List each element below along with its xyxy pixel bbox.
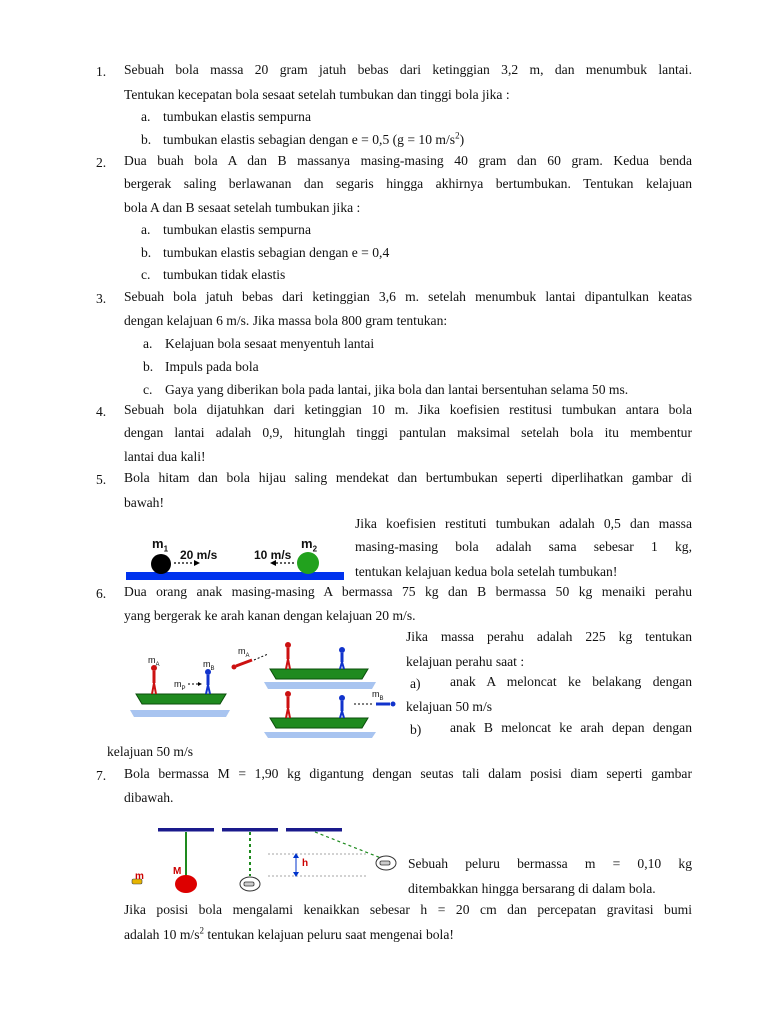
label-m2: $m_2$ <box>301 536 318 554</box>
problem-3b-text: Impuls pada bola <box>165 359 259 374</box>
label-mA-boat-1: $m_A$ <box>148 655 160 668</box>
label-height-h: h <box>302 858 309 869</box>
problem-2c-text: tumbukan tidak elastis <box>163 267 286 282</box>
pendulum-string-raised <box>315 832 386 860</box>
problem-6-line-1: Dua orang anak masing-masing A bermassa 75 kg dan B bermassa 50 kg menaiki perahu <box>124 584 692 599</box>
problem-3-line-1: Sebuah bola jatuh bebas dari ketinggian 3,6 m. setelah menumbuk lantai dipantulkan keatas <box>124 289 692 304</box>
problem-3a-label: a. <box>143 336 153 351</box>
child-b-icon <box>339 695 345 718</box>
problem-2b-label: b. <box>141 245 152 260</box>
label-mB-boat-1: $m_B$ <box>203 659 215 672</box>
problem-2a-label: a. <box>141 222 151 237</box>
problem-5-line-1: Bola hitam dan bola hijau saling mendekat dan bertumbukan seperti diperlihatkan gambar di <box>124 470 692 485</box>
problem-2a-text: tumbukan elastis sempurna <box>163 222 311 237</box>
problem-4-line-3: lantai dua kali! <box>124 449 206 464</box>
problem-2-line-1: Dua buah bola A dan B massanya masing-masing 40 gram dan 60 gram. Kedua benda <box>124 153 692 168</box>
child-b-icon <box>339 647 345 669</box>
problem-5-number: 5. <box>96 472 107 487</box>
problem-3b-label: b. <box>143 359 154 374</box>
label-mP: $m_P$ <box>174 679 186 692</box>
problem-2-number: 2. <box>96 155 107 170</box>
problem-6a-label: a) <box>410 676 421 691</box>
raised-bullet-icon <box>380 861 390 865</box>
problem-7-line-3: Jika posisi bola mengalami kenaikkan sebesar h = 20 cm dan percepatan gravitasi bumi <box>124 902 692 917</box>
problem-7-line-1: Bola bermassa M = 1,90 kg digantung dengan seutas tali dalam posisi diam seperti gambar <box>124 766 692 781</box>
problem-7-side-1: Sebuah peluru bermassa m = 0,10 kg <box>408 856 692 871</box>
boat-3 <box>270 718 368 728</box>
problem-3a-text: Kelajuan bola sesaat menyentuh lantai <box>165 336 375 351</box>
label-velocity-1: 20 m/s <box>180 548 218 562</box>
problem-1b-text: tumbukan elastis sebagian dengan e = 0,5 (g = 10 $m/s^2$) <box>163 130 465 147</box>
problem-2b-text: tumbukan elastis sebagian dengan e = 0,4 <box>163 245 390 260</box>
problem-6b-label: b) <box>410 722 422 737</box>
label-velocity-2: 10 m/s <box>254 548 292 562</box>
child-a-icon <box>285 691 291 718</box>
label-mA-jump: $m_A$ <box>238 646 250 659</box>
bullet-in-ball-icon <box>244 882 254 886</box>
figure-boats <box>128 638 398 738</box>
problem-4-line-1: Sebuah bola dijatuhkan dari ketinggian 10 m. Jika koefisien restitusi tumbukan antara bola <box>124 402 692 417</box>
ceiling-segment-2 <box>222 828 278 832</box>
problem-7-side-2: ditembakkan hingga bersarang di dalam bola. <box>408 881 656 896</box>
water-3 <box>264 732 376 738</box>
ceiling-segment-3 <box>286 828 342 832</box>
label-pendulum-M: M <box>173 866 182 877</box>
problem-4-number: 4. <box>96 404 107 419</box>
problem-1-line-1: Sebuah bola massa 20 gram jatuh bebas dari ketinggian 3,2 m, dan menumbuk lantai. <box>124 62 692 77</box>
problem-1a-label: a. <box>141 109 151 124</box>
ceiling-segment-1 <box>158 828 214 832</box>
problem-6-number: 6. <box>96 586 107 601</box>
problem-1-number: 1. <box>96 64 107 79</box>
child-a-icon <box>285 642 291 669</box>
problem-6-side-2: kelajuan perahu saat : <box>406 654 525 669</box>
problem-7-line-4: adalah 10 $m/s^2$ tentukan kelajuan peluru saat mengenai bola! <box>124 925 454 942</box>
problem-6b-continuation: kelajuan 50 m/s <box>107 744 194 759</box>
problem-5-side-3: tentukan kelajuan kedua bola setelah tumbukan! <box>355 564 618 579</box>
problem-2c-label: c. <box>141 267 151 282</box>
label-m1: $m_1$ <box>152 536 169 554</box>
figure-ballistic-pendulum <box>128 824 408 896</box>
label-bullet-m: m <box>135 871 144 882</box>
problem-5-side-2: masing-masing bola adalah sama sebesar 1 kg, <box>355 539 692 554</box>
problem-1-line-2: Tentukan kecepatan bola sesaat setelah tumbukan dan tinggi bola jika : <box>124 87 510 102</box>
problem-6a-continuation: kelajuan 50 m/s <box>406 699 493 714</box>
problem-3-number: 3. <box>96 291 107 306</box>
label-mB-jump: $m_B$ <box>372 689 384 702</box>
problem-1a-text: tumbukan elastis sempurna <box>163 109 311 124</box>
problem-3c-label: c. <box>143 382 153 397</box>
water-1 <box>130 710 230 717</box>
jumping-child-a-icon <box>232 654 269 670</box>
water-2 <box>264 682 376 689</box>
problem-2-line-2: bergerak saling berlawanan dan segaris hingga akhirnya bertumbukan. Tentukan kelajuan <box>124 176 692 191</box>
problem-3-line-2: dengan kelajuan 6 m/s. Jika massa bola 800 gram tentukan: <box>124 313 448 328</box>
problem-7-number: 7. <box>96 768 107 783</box>
problem-6-side-1: Jika massa perahu adalah 225 kg tentukan <box>406 629 692 644</box>
problem-5-side-1: Jika koefisien restituti tumbukan adalah 0,5 dan massa <box>355 516 692 531</box>
problem-6a-text: anak A meloncat ke belakang dengan <box>450 674 692 689</box>
boat-2 <box>270 669 368 679</box>
problem-3c-text: Gaya yang diberikan bola pada lantai, jika bola dan lantai bersentuhan selama 50 ms. <box>165 382 629 397</box>
problem-6-line-2: yang bergerak ke arah kanan dengan kelajuan 20 m/s. <box>124 608 416 623</box>
problem-5-line-2: bawah! <box>124 495 165 510</box>
problem-7-line-2: dibawah. <box>124 790 174 805</box>
problem-1b-label: b. <box>141 132 152 147</box>
problem-4-line-2: dengan lantai adalah 0,9, hitunglah tinggi pantulan maksimal setelah bola itu membentur <box>124 425 692 440</box>
problem-2-line-3: bola A dan B sesaat setelah tumbukan jika : <box>124 200 361 215</box>
problem-6b-text: anak B meloncat ke arah depan dengan <box>450 720 692 735</box>
